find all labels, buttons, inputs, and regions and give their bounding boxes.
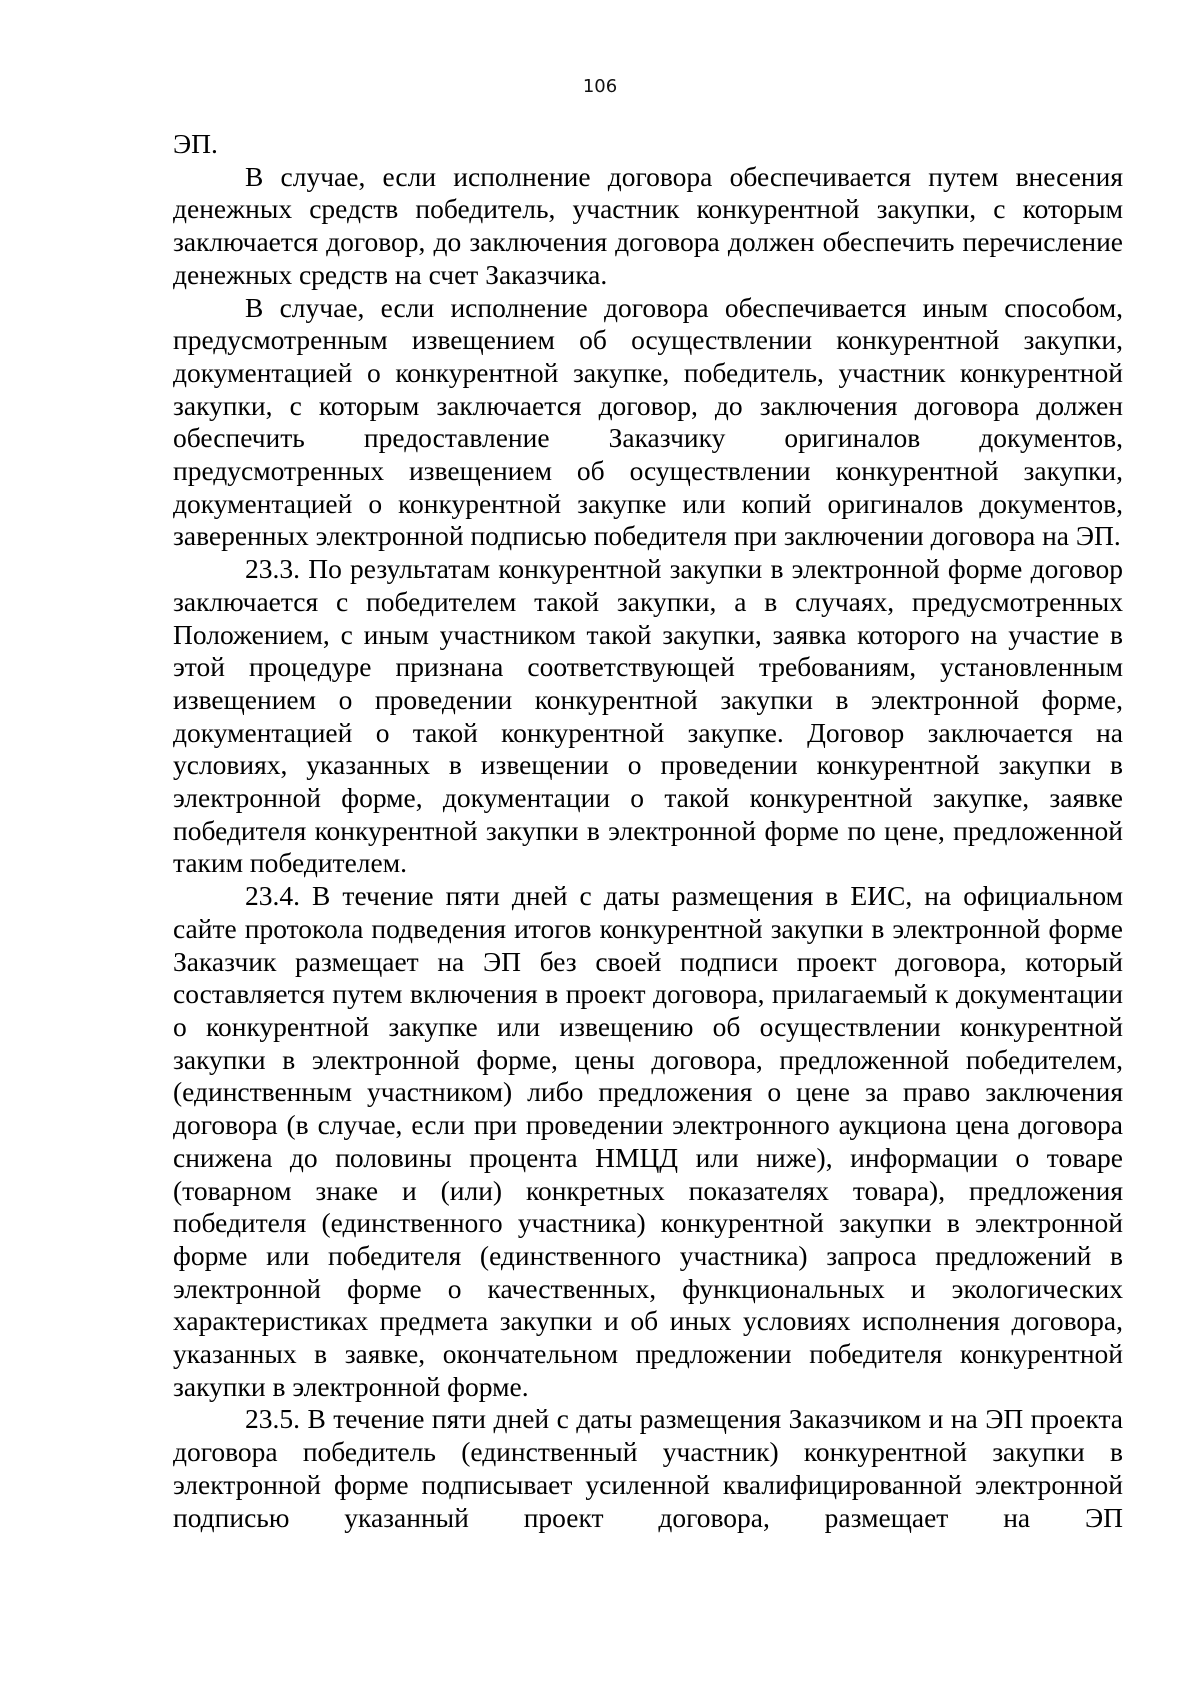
page-number: 106 [582, 76, 618, 97]
paragraph-23-3: 23.3. По результатам конкурентной закупки в электронной форме договор заключается с победителем такой закупки, а в случаях, предусмотренных Положением, с иным участником такой закупки, заявка которого на участие в этой процедуре признана соответствующей требованиям, установленным извещением о проведении конкурентной закупки в электронной форме, документацией о такой конкурентной закупке. Договор заключается на условиях, указанных в извещении о проведении конкурентной закупки в электронной форме, документации о такой конкурентной закупке, заявке победителя конкурентной закупки в электронной форме по цене, предложенной таким победителем. [173, 553, 1123, 879]
paragraph-23-5: 23.5. В течение пяти дней с даты размещения Заказчиком и на ЭП проекта договора победитель (единственный участник) конкурентной закупки в электронной форме подписывает усиленной квалифицированной электронной подписью указанный проект договора, размещает на ЭП [173, 1403, 1123, 1533]
paragraph-continuation: ЭП. [173, 128, 218, 159]
paragraph-money-security: В случае, если исполнение договора обеспечивается путем внесения денежных средств победитель, участник конкурентной закупки, с которым заключается договор, до заключения договора должен обеспечить перечисление денежных средств на счет Заказчика. [173, 160, 1123, 290]
paragraph-other-security: В случае, если исполнение договора обеспечивается иным способом, предусмотренным извещением об осуществлении конкурентной закупки, документацией о конкурентной закупке, победитель, участник конкурентной закупки, с которым заключается договор, до заключения договора должен обеспечить предоставление Заказчику оригиналов документов, предусмотренных извещением об осуществлении конкурентной закупки, документацией о конкурентной закупке или копий оригиналов документов, заверенных электронной подписью победителя при заключении договора на ЭП. [173, 291, 1123, 552]
paragraph-23-4: 23.4. В течение пяти дней с даты размещения в ЕИС, на официальном сайте протокола подведения итогов конкурентной закупки в электронной форме Заказчик размещает на ЭП без своей подписи проект договора, который составляется путем включения в проект договора, прилагаемый к документации о конкурентной закупке или извещению об осуществлении конкурентной закупки в электронной форме, цены договора, предложенной победителем, (единственным участником) либо предложения о цене за право заключения договора (в случае, если при проведении электронного аукциона цена договора снижена до половины процента НМЦД или ниже), информации о товаре (товарном знаке и (или) конкретных показателях товара), предложения победителя (единственного участника) конкурентной закупки в электронной форме или победителя (единственного участника) запроса предложений в электронной форме о качественных, функциональных и экологических характеристиках предмета закупки и об иных условиях исполнения договора, указанных в заявке, окончательном предложении победителя конкурентной закупки в электронной форме. [173, 880, 1123, 1402]
document-body [173, 128, 1123, 1534]
